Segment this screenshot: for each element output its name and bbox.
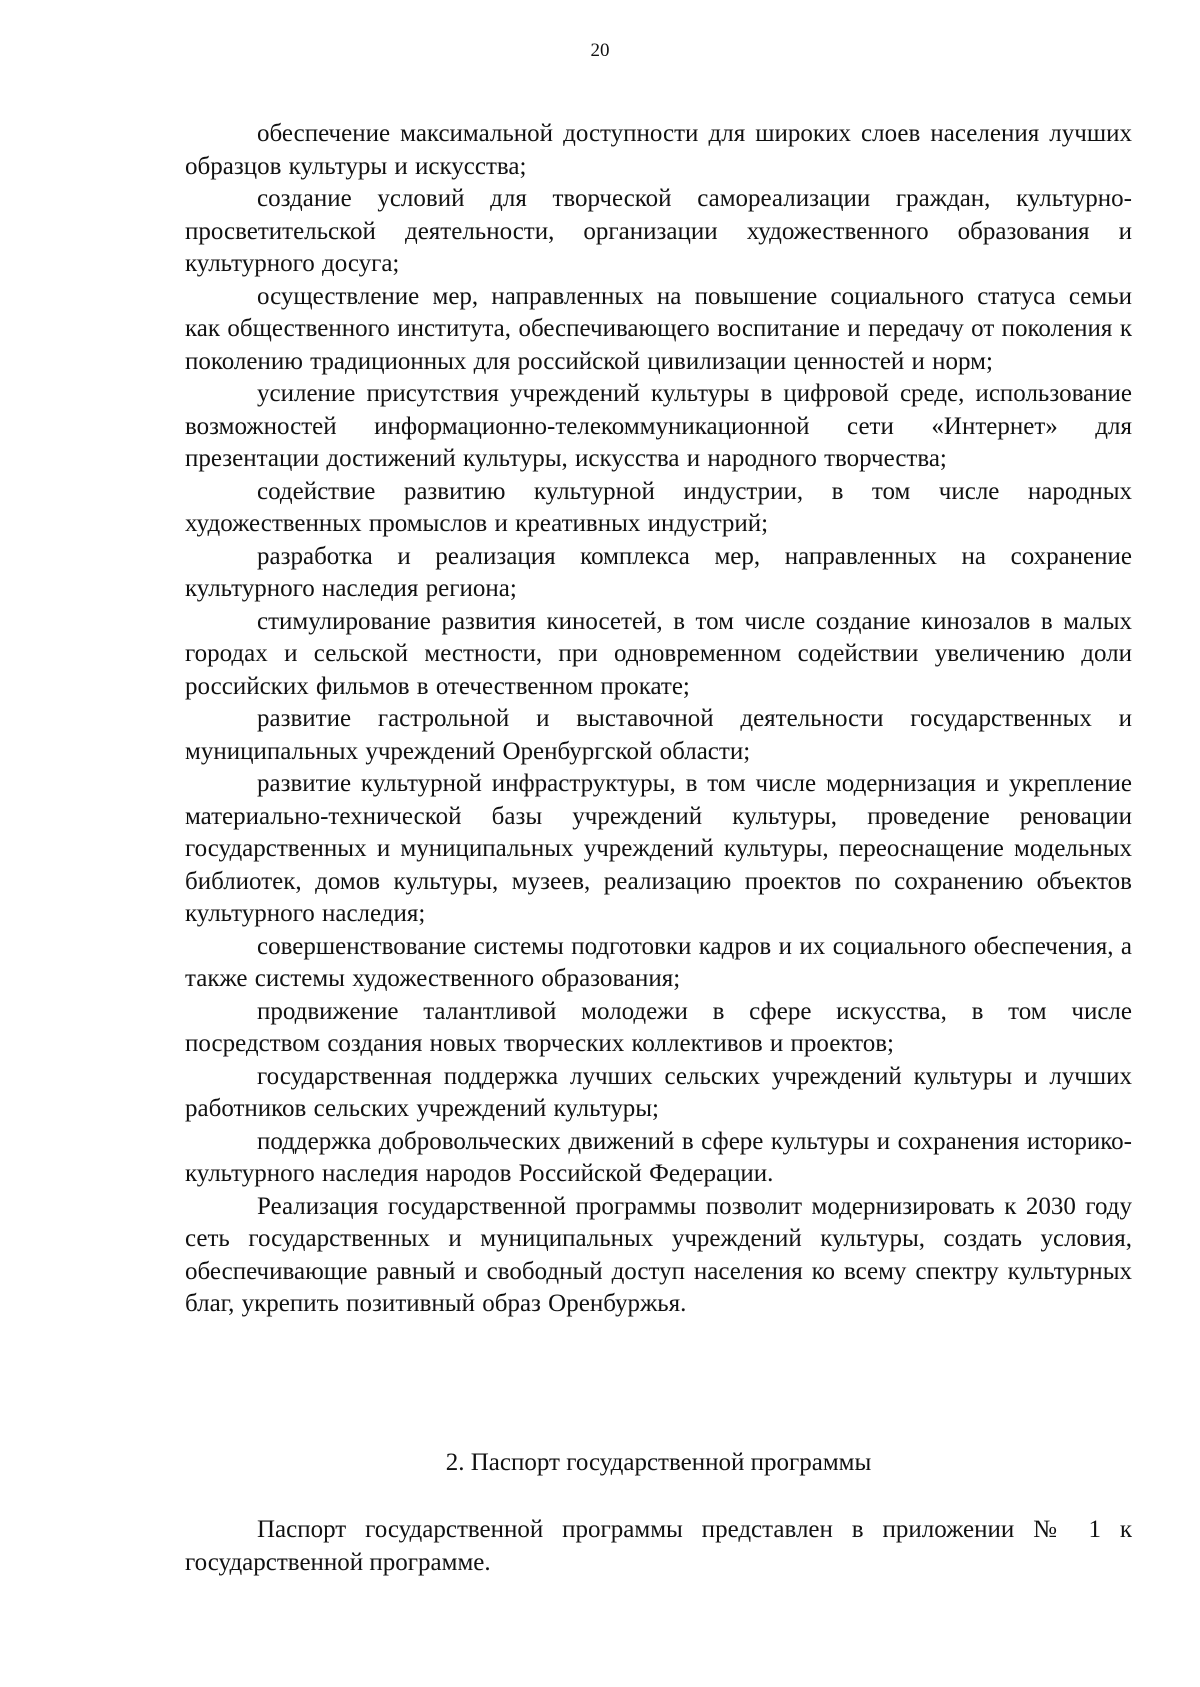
paragraph: Реализация государственной программы позволит модернизировать к 2030 году сеть государственных и муниципальных учреждений культуры, создать условия, обеспечивающие равный и свободный доступ населения ко всему спектру культурных благ, укрепить позитивный образ Оренбуржья. xyxy=(185,1192,1132,1317)
paragraph: разработка и реализация комплекса мер, направленных на сохранение культурного наследия региона; xyxy=(185,542,1132,602)
page-number: 20 xyxy=(590,40,610,61)
paragraph: развитие гастрольной и выставочной деятельности государственных и муниципальных учреждений Оренбургской области; xyxy=(185,705,1132,765)
paragraph: совершенствование системы подготовки кадров и их социального обеспечения, а также системы художественного образования; xyxy=(185,932,1132,992)
document-body xyxy=(185,118,1132,1321)
paragraph: стимулирование развития киносетей, в том числе создание кинозалов в малых городах и сельской местности, при одновременном содействии увеличению доли российских фильмов в отечественном прокате; xyxy=(185,607,1132,700)
paragraph: создание условий для творческой самореализации граждан, культурно-просветительской деятельности, организации художественного образования и культурного досуга; xyxy=(185,185,1132,277)
paragraph: поддержка добровольческих движений в сфере культуры и сохранения историко-культурного наследия народов Российской Федерации. xyxy=(185,1127,1132,1187)
section-paragraph: Паспорт государственной программы представлен в приложении № 1 к государственной программе. xyxy=(185,1516,1132,1576)
section-heading: 2. Паспорт государственной программы xyxy=(445,1449,872,1476)
paragraph: продвижение талантливой молодежи в сфере искусства, в том числе посредством создания новых творческих коллективов и проектов; xyxy=(185,997,1132,1057)
paragraph: обеспечение максимальной доступности для широких слоев населения лучших образцов культуры и искусства; xyxy=(185,120,1132,180)
paragraph: содействие развитию культурной индустрии, в том числе народных художественных промыслов и креативных индустрий; xyxy=(185,477,1132,537)
section-body xyxy=(185,1514,1132,1579)
paragraph: государственная поддержка лучших сельских учреждений культуры и лучших работников сельских учреждений культуры; xyxy=(185,1062,1132,1122)
paragraph: развитие культурной инфраструктуры, в том числе модернизация и укрепление материально-технической базы учреждений культуры, проведение реновации государственных и муниципальных учреждений культуры, переоснащение модельных библиотек, домов культуры, музеев, реализацию проектов по сохранению объектов культурного наследия; xyxy=(185,770,1132,927)
paragraph: усиление присутствия учреждений культуры в цифровой среде, использование возможностей информационно-телекоммуникационной сети «Интернет» для презентации достижений культуры, искусства и народного творчества; xyxy=(185,380,1132,472)
paragraph: осуществление мер, направленных на повышение социального статуса семьи как общественного института, обеспечивающего воспитание и передачу от поколения к поколению традиционных для российской цивилизации ценностей и норм; xyxy=(185,282,1132,375)
